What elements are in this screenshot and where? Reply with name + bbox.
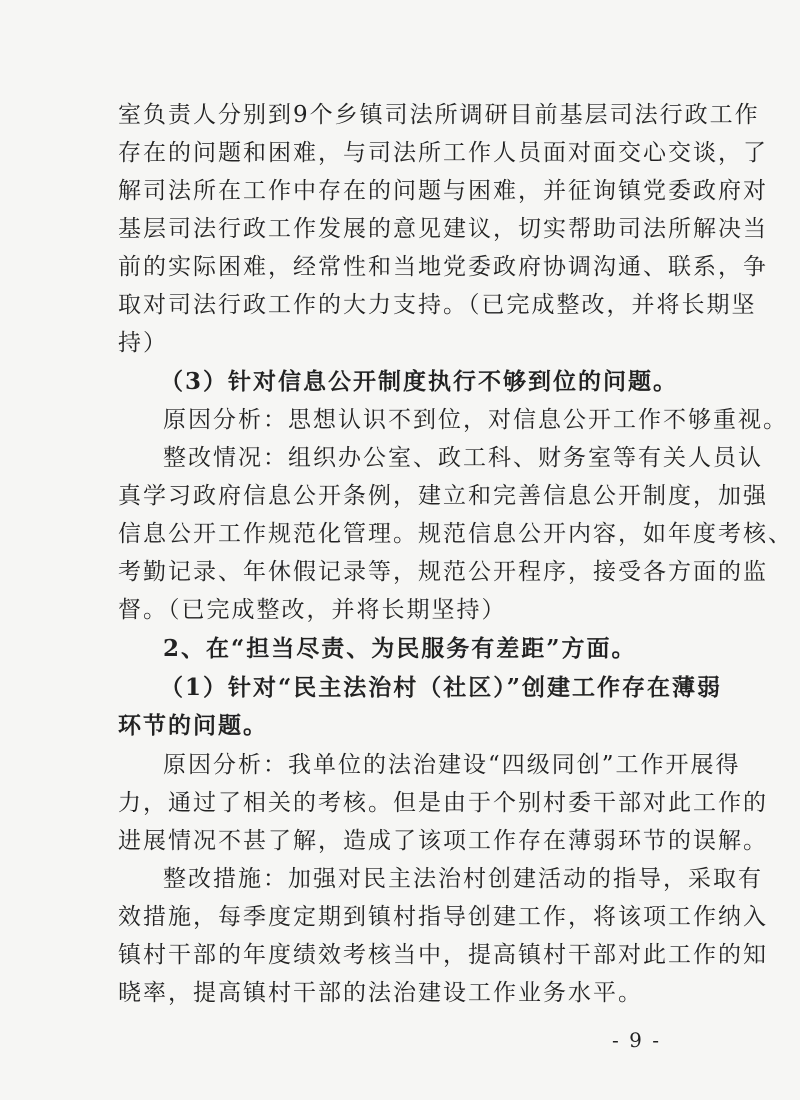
section-heading: 2、在“担当尽责、为民服务有差距”方面。 bbox=[163, 635, 637, 662]
text-line: 真学习政府信息公开条例，建立和完善信息公开制度，加强 bbox=[118, 483, 768, 509]
text-line: 解司法所在工作中存在的问题与困难，并征询镇党委政府对 bbox=[118, 178, 768, 204]
text-line: 信息公开工作规范化管理。规范信息公开内容，如年度考核、 bbox=[118, 521, 793, 547]
section-heading: （3）针对信息公开制度执行不够到位的问题。 bbox=[160, 368, 679, 395]
text-line: 基层司法行政工作发展的意见建议，切实帮助司法所解决当 bbox=[118, 216, 768, 242]
text-line: 持） bbox=[118, 330, 168, 356]
section-heading: （1）针对“民主法治村（社区）”创建工作存在薄弱 bbox=[160, 674, 722, 701]
page-number: - 9 - bbox=[612, 1028, 661, 1052]
text-line: 考勤记录、年休假记录等，规范公开程序，接受各方面的监 bbox=[118, 559, 768, 585]
text-line: 整改情况：组织办公室、政工科、财务室等有关人员认 bbox=[163, 445, 763, 471]
text-line: 原因分析：我单位的法治建设“四级同创”工作开展得 bbox=[163, 752, 741, 778]
text-line: 镇村干部的年度绩效考核当中，提高镇村干部对此工作的知 bbox=[118, 942, 768, 968]
text-line: 室负责人分别到9个乡镇司法所调研目前基层司法行政工作 bbox=[118, 102, 760, 128]
text-line: 晓率，提高镇村干部的法治建设工作业务水平。 bbox=[118, 980, 643, 1006]
text-line: 存在的问题和困难，与司法所工作人员面对面交心交谈，了 bbox=[118, 140, 768, 166]
text-line: 原因分析：思想认识不到位，对信息公开工作不够重视。 bbox=[163, 407, 788, 433]
text-line: 力，通过了相关的考核。但是由于个别村委干部对此工作的 bbox=[118, 790, 768, 816]
text-line: 进展情况不甚了解，造成了该项工作存在薄弱环节的误解。 bbox=[118, 828, 768, 854]
text-line: 取对司法行政工作的大力支持。（已完成整改，并将长期坚 bbox=[118, 292, 757, 318]
text-line: 前的实际困难，经常性和当地党委政府协调沟通、联系，争 bbox=[118, 254, 768, 280]
text-line: 效措施，每季度定期到镇村指导创建工作，将该项工作纳入 bbox=[118, 904, 768, 930]
text-line: 督。（已完成整改，并将长期坚持） bbox=[118, 597, 507, 623]
section-heading: 环节的问题。 bbox=[118, 712, 268, 739]
text-line: 整改措施：加强对民主法治村创建活动的指导，采取有 bbox=[163, 866, 763, 892]
